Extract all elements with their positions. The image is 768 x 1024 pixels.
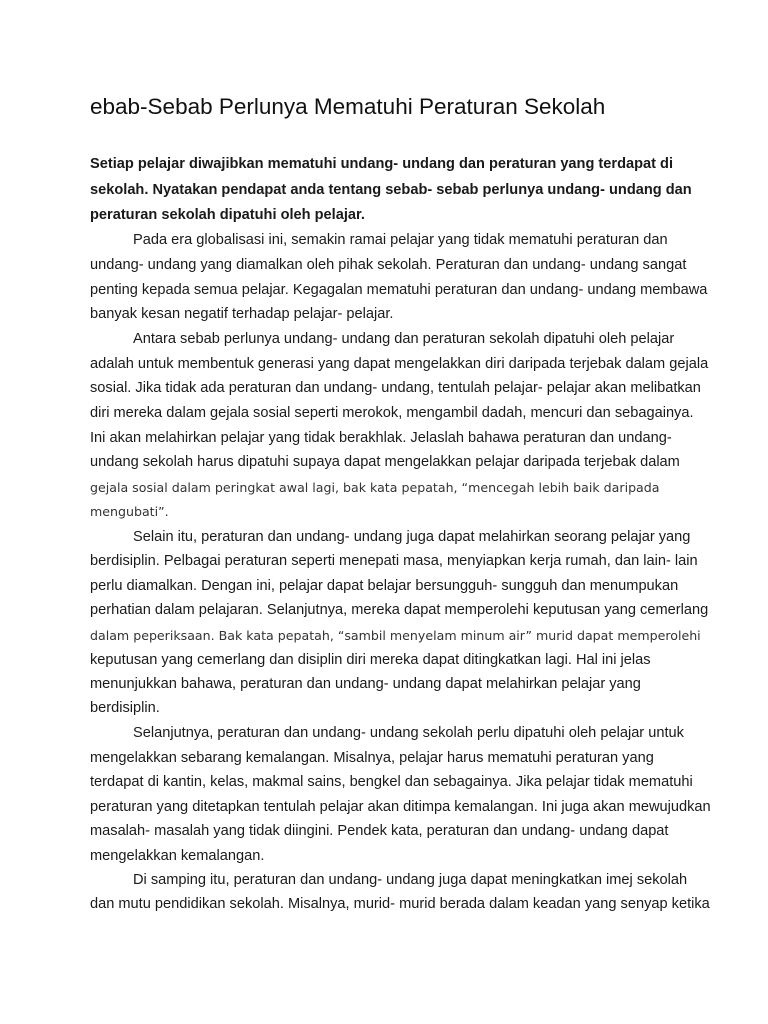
paragraph-line: Ini akan melahirkan pelajar yang tidak berakhlak. Jelaslah bahawa peraturan dan undang- bbox=[90, 430, 672, 446]
document-title: ebab-Sebab Perlunya Mematuhi Peraturan Sekolah bbox=[90, 94, 606, 119]
question-line: Setiap pelajar diwajibkan mematuhi undang- undang dan peraturan yang terdapat di bbox=[90, 156, 674, 172]
question-line: peraturan sekolah dipatuhi oleh pelajar. bbox=[90, 207, 365, 223]
paragraph-line: mengelakkan sebarang kemalangan. Misalnya, pelajar harus mematuhi peraturan yang bbox=[90, 750, 654, 766]
paragraph-line: sosial. Jika tidak ada peraturan dan undang- undang, tentulah pelajar- pelajar akan melibatkan bbox=[90, 380, 701, 396]
paragraph-line: undang sekolah harus dipatuhi supaya dapat mengelakkan pelajar daripada terjebak dalam bbox=[90, 454, 680, 470]
paragraph-line: terdapat di kantin, kelas, makmal sains, bengkel dan sebagainya. Jika pelajar tidak mematuhi bbox=[90, 774, 693, 790]
paragraph-line: Antara sebab perlunya undang- undang dan peraturan sekolah dipatuhi oleh pelajar bbox=[133, 331, 675, 347]
paragraph-line: perlu diamalkan. Dengan ini, pelajar dapat belajar bersungguh- sungguh dan menumpukan bbox=[90, 578, 679, 594]
question-line: sekolah. Nyatakan pendapat anda tentang sebab- sebab perlunya undang- undang dan bbox=[90, 182, 692, 198]
paragraph-line: peraturan yang ditetapkan tentulah pelajar akan ditimpa kemalangan. Ini juga akan mewujudkan bbox=[90, 799, 711, 815]
paragraph-line: dalam peperiksaan. Bak kata pepatah, “sambil menyelam minum air” murid dapat memperolehi bbox=[90, 628, 701, 643]
paragraph-line: diri mereka dalam gejala sosial seperti merokok, mengambil dadah, mencuri dan sebagainya. bbox=[90, 405, 694, 421]
paragraph-line: berdisiplin. Pelbagai peraturan seperti menepati masa, menyiapkan kerja rumah, dan lain- lain bbox=[90, 553, 698, 569]
paragraph-line: penting kepada semua pelajar. Kegagalan mematuhi peraturan dan undang- undang membawa bbox=[90, 282, 708, 298]
paragraph-line: berdisiplin. bbox=[90, 700, 160, 716]
paragraph-line: masalah- masalah yang tidak diingini. Pendek kata, peraturan dan undang- undang dapat bbox=[90, 823, 669, 839]
paragraph-line: adalah untuk membentuk generasi yang dapat mengelakkan diri daripada terjebak dalam gejala bbox=[90, 356, 709, 372]
paragraph-line: mengubati”. bbox=[90, 504, 169, 519]
paragraph-line: mengelakkan kemalangan. bbox=[90, 848, 265, 864]
paragraph-line: Di samping itu, peraturan dan undang- undang juga dapat meningkatkan imej sekolah bbox=[133, 872, 688, 888]
paragraph-line: Pada era globalisasi ini, semakin ramai pelajar yang tidak mematuhi peraturan dan bbox=[133, 232, 668, 248]
paragraph-line: Selanjutnya, peraturan dan undang- undang sekolah perlu dipatuhi oleh pelajar untuk bbox=[133, 725, 684, 741]
paragraph-line: perhatian dalam pelajaran. Selanjutnya, mereka dapat memperolehi keputusan yang cemerlang bbox=[90, 602, 709, 618]
paragraph-line: Selain itu, peraturan dan undang- undang juga dapat melahirkan seorang pelajar yang bbox=[133, 529, 691, 545]
paragraph-line: banyak kesan negatif terhadap pelajar- pelajar. bbox=[90, 306, 394, 322]
paragraph-line: gejala sosial dalam peringkat awal lagi, bak kata pepatah, “mencegah lebih baik daripada bbox=[90, 480, 660, 495]
paragraph-line: undang- undang yang diamalkan oleh pihak sekolah. Peraturan dan undang- undang sangat bbox=[90, 257, 687, 273]
paragraph-line: menunjukkan bahawa, peraturan dan undang- undang dapat melahirkan pelajar yang bbox=[90, 676, 641, 692]
paragraph-line: dan mutu pendidikan sekolah. Misalnya, murid- murid berada dalam keadan yang senyap ketika bbox=[90, 896, 710, 912]
paragraph-line: keputusan yang cemerlang dan disiplin diri mereka dapat ditingkatkan lagi. Hal ini jelas bbox=[90, 652, 651, 668]
